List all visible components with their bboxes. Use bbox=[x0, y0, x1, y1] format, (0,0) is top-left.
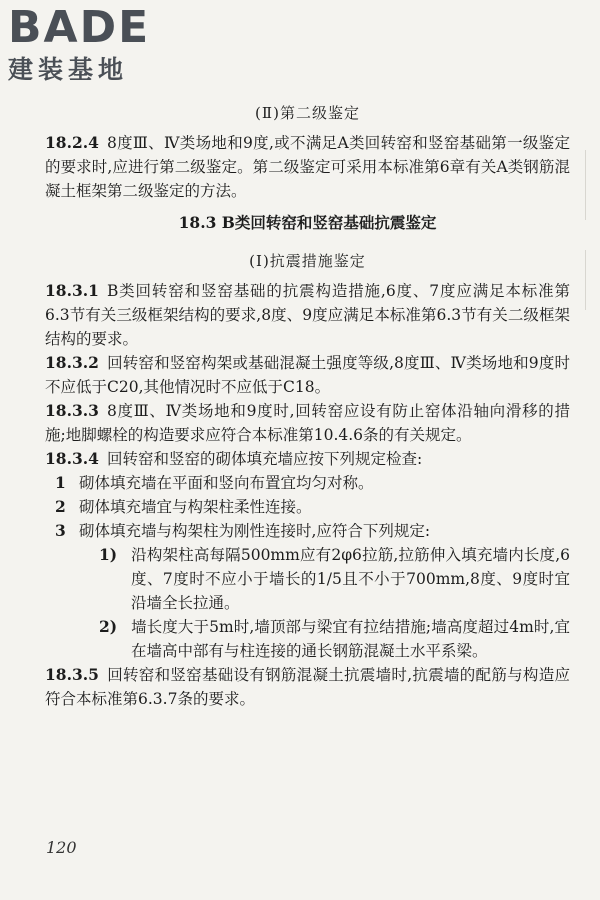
page-content bbox=[45, 95, 570, 711]
clause-number: 18.3.2 bbox=[45, 353, 99, 372]
clause-18-3-2 bbox=[45, 351, 570, 399]
list-item bbox=[45, 519, 570, 543]
section-title: 18.3 B类回转窑和竖窑基础抗震鉴定 bbox=[178, 213, 437, 232]
item-number: 2 bbox=[55, 497, 66, 516]
clause-text: 回转窑和竖窑基础设有钢筋混凝土抗震墙时,抗震墙的配筋与构造应符合本标准第6.3.7条的要求。 bbox=[45, 666, 570, 708]
clause-text: 8度Ⅲ、Ⅳ类场地和9度,或不满足A类回转窑和竖窑基础第一级鉴定的要求时,应进行第二级鉴定。第二级鉴定可采用本标准第6章有关A类钢筋混凝土框架第二级鉴定的方法。 bbox=[45, 134, 570, 200]
clause-number: 18.3.3 bbox=[45, 401, 99, 420]
subitem-number: 1) bbox=[99, 545, 118, 564]
clause-number: 18.3.5 bbox=[45, 665, 99, 684]
subsection-title-level-2: (Ⅱ)第二级鉴定 bbox=[255, 104, 360, 122]
clause-number: 18.3.4 bbox=[45, 449, 99, 468]
logo bbox=[8, 4, 180, 90]
subitem-text: 沿构架柱高每隔500mm应有2φ6拉筋,拉筋伸入填充墙内长度,6度、7度时不应小于墙长的1/5且不小于700mm,8度、9度时宜沿墙全长拉通。 bbox=[131, 546, 570, 612]
sub-list-item bbox=[45, 543, 570, 615]
subitem-text: 墙长度大于5m时,墙顶部与梁宜有拉结措施;墙高度超过4m时,宜在墙高中部有与柱连接的通长钢筋混凝土水平系梁。 bbox=[131, 618, 570, 660]
clause-18-3-3 bbox=[45, 399, 570, 447]
page-number: 120 bbox=[46, 838, 77, 857]
list-item bbox=[45, 495, 570, 519]
clause-number: 18.2.4 bbox=[45, 133, 99, 152]
item-number: 1 bbox=[55, 473, 66, 492]
clause-18-3-4 bbox=[45, 447, 570, 471]
subsection-title-seismic-measures: (Ⅰ)抗震措施鉴定 bbox=[249, 252, 366, 270]
item-number: 3 bbox=[55, 521, 66, 540]
page-edge-mark bbox=[585, 250, 586, 310]
clause-18-3-5 bbox=[45, 663, 570, 711]
logo-subtitle: 建装基地 bbox=[8, 55, 129, 84]
clause-number: 18.3.1 bbox=[45, 281, 99, 300]
item-text: 砌体填充墙与构架柱为刚性连接时,应符合下列规定: bbox=[79, 522, 431, 540]
clause-text: 8度Ⅲ、Ⅳ类场地和9度时,回转窑应设有防止窑体沿轴向滑移的措施;地脚螺栓的构造要求应符合本标准第10.4.6条的有关规定。 bbox=[45, 402, 570, 444]
list-item bbox=[45, 471, 570, 495]
logo-word: BADE bbox=[8, 2, 151, 53]
clause-text: B类回转窑和竖窑基础的抗震构造措施,6度、7度应满足本标准第6.3节有关三级框架结构的要求,8度、9度应满足本标准第6.3节有关二级框架结构的要求。 bbox=[45, 282, 570, 348]
page-edge-mark bbox=[585, 150, 586, 220]
clause-18-2-4 bbox=[45, 131, 570, 203]
item-text: 砌体填充墙宜与构架柱柔性连接。 bbox=[79, 498, 312, 516]
sub-list-item bbox=[45, 615, 570, 663]
clause-18-3-1 bbox=[45, 279, 570, 351]
clause-text: 回转窑和竖窑构架或基础混凝土强度等级,8度Ⅲ、Ⅳ类场地和9度时不应低于C20,其他情况时不应低于C18。 bbox=[45, 354, 570, 396]
clause-text: 回转窑和竖窑的砌体填充墙应按下列规定检查: bbox=[106, 450, 423, 468]
item-text: 砌体填充墙在平面和竖向布置宜均匀对称。 bbox=[79, 474, 374, 492]
subitem-number: 2) bbox=[99, 617, 118, 636]
